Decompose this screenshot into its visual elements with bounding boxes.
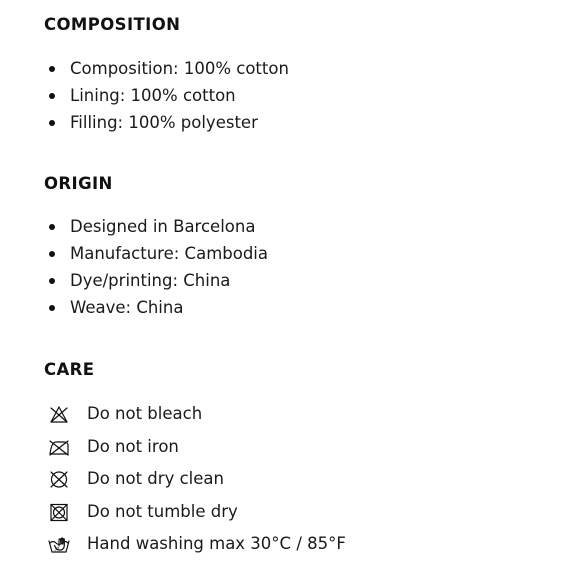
no-iron-icon xyxy=(48,438,70,457)
origin-item-label: Manufacture: Cambodia xyxy=(70,244,268,263)
bullet-icon xyxy=(49,278,55,284)
care-list xyxy=(44,398,346,561)
bullet-icon xyxy=(49,120,55,126)
origin-list xyxy=(44,213,268,321)
bullet-icon xyxy=(49,251,55,257)
bullet-icon xyxy=(49,66,55,72)
care-item xyxy=(44,431,346,464)
composition-item-label: Filling: 100% polyester xyxy=(70,113,258,132)
bullet-icon xyxy=(49,93,55,99)
origin-heading: ORIGIN xyxy=(44,174,113,193)
composition-item-label: Composition: 100% cotton xyxy=(70,59,289,78)
svg-text:30: 30 xyxy=(54,546,60,552)
composition-heading: COMPOSITION xyxy=(44,15,181,34)
list-item xyxy=(44,55,289,82)
origin-item-label: Designed in Barcelona xyxy=(70,217,256,236)
list-item xyxy=(44,109,289,136)
list-item xyxy=(44,267,268,294)
care-item-label: Do not bleach xyxy=(87,404,203,423)
bullet-icon xyxy=(49,224,55,230)
bullet-icon xyxy=(49,305,55,311)
care-heading: CARE xyxy=(44,360,95,379)
list-item xyxy=(44,82,289,109)
care-item xyxy=(44,528,346,561)
list-item xyxy=(44,294,268,321)
no-tumble-dry-icon xyxy=(48,503,70,522)
care-item-label: Do not tumble dry xyxy=(87,501,238,521)
list-item xyxy=(44,240,268,267)
list-item xyxy=(44,213,268,240)
care-item-label: Do not dry clean xyxy=(87,469,224,488)
hand-wash-30-icon xyxy=(48,535,70,554)
no-bleach-icon xyxy=(48,405,70,424)
no-dry-clean-icon xyxy=(48,470,70,489)
care-item-label: Hand washing max 30°C / 85°F xyxy=(87,534,346,553)
care-item xyxy=(44,463,346,496)
origin-item-label: Dye/printing: China xyxy=(70,271,231,290)
origin-item-label: Weave: China xyxy=(70,298,184,317)
composition-list xyxy=(44,55,289,136)
care-item xyxy=(44,496,346,529)
composition-item-label: Lining: 100% cotton xyxy=(70,86,236,105)
care-item xyxy=(44,398,346,431)
care-item-label: Do not iron xyxy=(87,436,179,456)
